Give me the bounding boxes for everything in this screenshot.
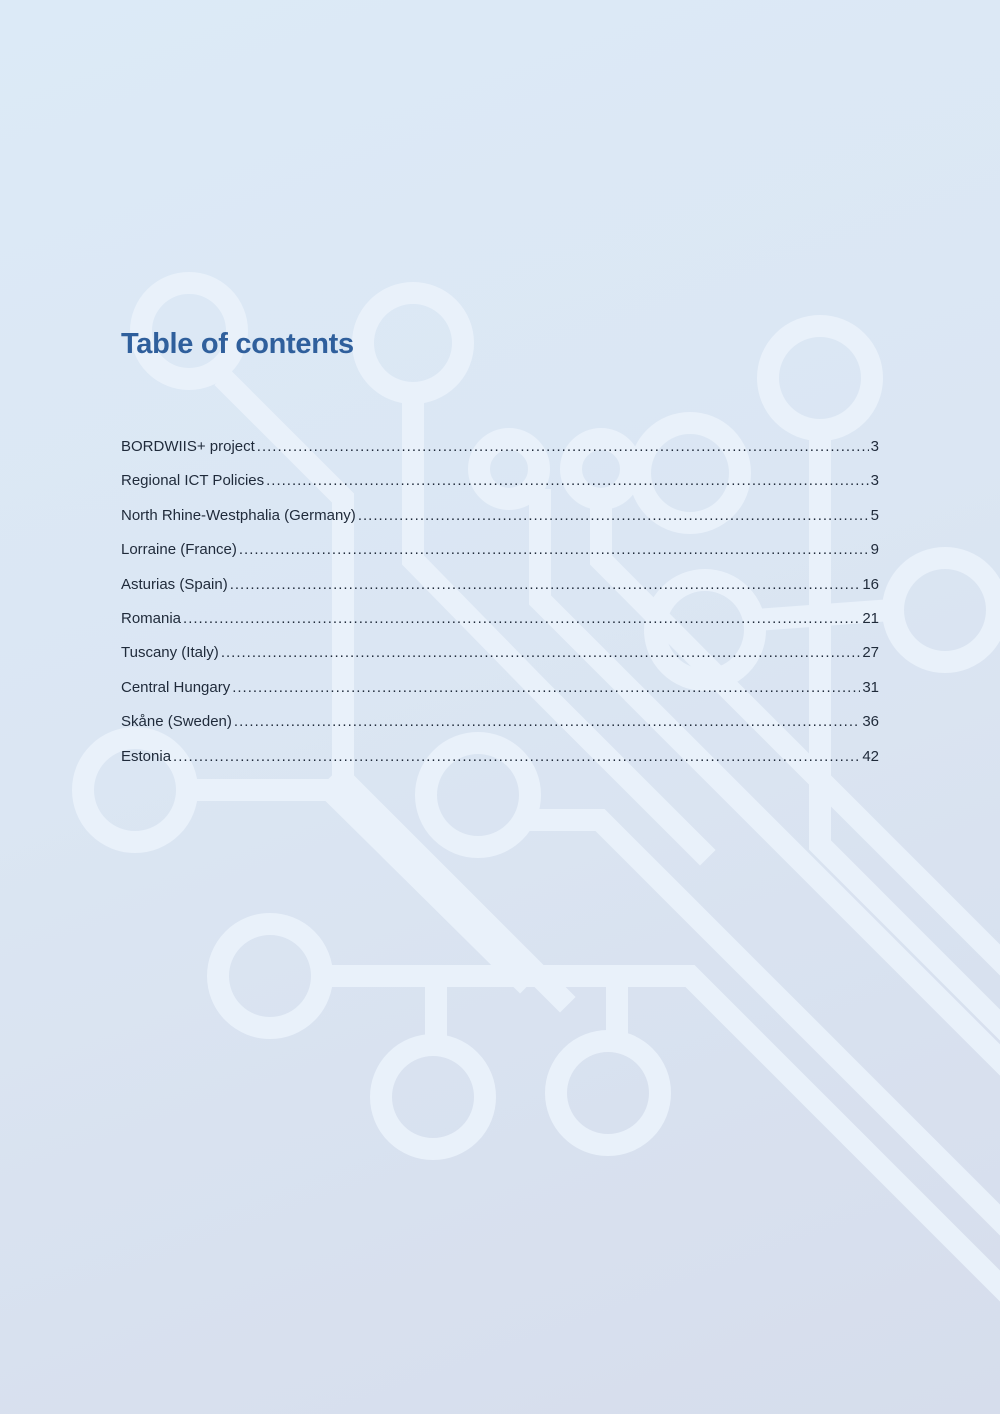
toc-entry-page-number: 42 <box>862 747 879 765</box>
toc-entry-skane[interactable] <box>121 713 879 747</box>
toc-entry-label: Estonia <box>121 747 172 765</box>
dot-leader <box>183 610 860 627</box>
toc-entry-page-number: 3 <box>870 472 879 490</box>
toc-entry-label: Lorraine (France) <box>121 541 237 559</box>
toc-entry-asturias[interactable] <box>121 576 879 610</box>
toc-entry-estonia[interactable] <box>121 748 879 782</box>
toc-entry-central-hungary[interactable] <box>121 679 879 713</box>
toc-entry-page-number: 5 <box>870 506 879 524</box>
toc-entry-label: Central Hungary <box>121 678 231 696</box>
page-title: Table of contents <box>121 328 354 360</box>
toc-entry-page-number: 3 <box>870 438 879 455</box>
table-of-contents <box>121 318 879 765</box>
toc-entry-page-number: 31 <box>862 678 879 696</box>
toc-entry-label: North Rhine-Westphalia (Germany) <box>121 506 356 524</box>
toc-entry-lorraine[interactable] <box>121 541 879 575</box>
toc-entry-bordwiis-project[interactable] <box>121 438 879 472</box>
dot-leader <box>173 748 860 765</box>
toc-entry-tuscany[interactable] <box>121 644 879 678</box>
toc-entry-page-number: 27 <box>862 644 879 662</box>
toc-entry-label: Asturias (Spain) <box>121 575 228 593</box>
toc-entry-page-number: 36 <box>862 713 879 731</box>
toc-list <box>121 438 879 782</box>
dot-leader <box>232 679 860 696</box>
toc-entry-label: Tuscany (Italy) <box>121 644 219 662</box>
toc-entry-north-rhine-westphalia[interactable] <box>121 507 879 541</box>
dot-leader <box>358 507 869 524</box>
dot-leader <box>257 438 869 455</box>
dot-leader <box>239 541 869 558</box>
toc-entry-label: Skåne (Sweden) <box>121 713 232 731</box>
toc-entry-page-number: 16 <box>862 575 879 593</box>
dot-leader <box>234 713 860 730</box>
toc-entry-regional-ict-policies[interactable] <box>121 472 879 506</box>
dot-leader <box>221 644 861 661</box>
dot-leader <box>266 472 869 489</box>
toc-entry-label: BORDWIIS+ project <box>121 438 255 455</box>
toc-entry-label: Romania <box>121 609 182 627</box>
dot-leader <box>230 576 861 593</box>
toc-entry-label: Regional ICT Policies <box>121 472 265 490</box>
toc-entry-page-number: 21 <box>862 609 879 627</box>
toc-entry-page-number: 9 <box>870 541 879 559</box>
toc-entry-romania[interactable] <box>121 610 879 644</box>
